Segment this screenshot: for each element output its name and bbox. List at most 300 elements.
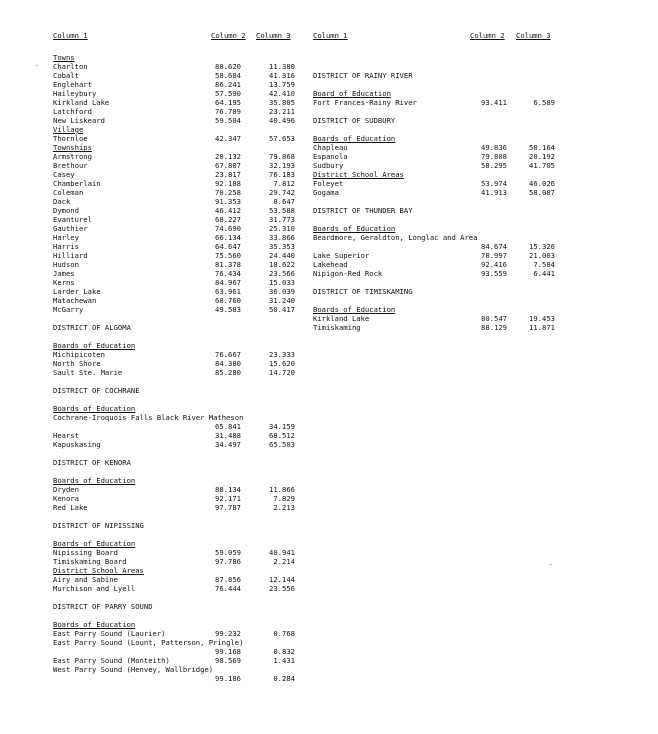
column-2-value: 46.412 [215,206,241,215]
table-row [53,260,299,269]
column-2-value: 58.295 [481,161,507,170]
column-3-value: 7.829 [273,494,295,503]
row-label: Chamberlain [53,179,101,188]
table-row [53,548,299,557]
column-2-value: 84.674 [481,242,507,251]
column-3-value: 79.868 [269,152,295,161]
section-heading-label: Village [53,125,84,134]
table-row [313,188,558,197]
column-2-value: 53.974 [481,179,507,188]
section-heading-label: Boards of Education [53,404,136,413]
column-3-value: 33.866 [269,233,295,242]
table-row [313,251,558,260]
table-row [53,269,299,278]
column-3-value: 11.380 [269,62,295,71]
row-label: Harris [53,242,79,251]
column-2-value: 66.134 [215,233,241,242]
row-label: Matachewan [53,296,97,305]
section-heading [313,305,558,314]
spacer [53,530,299,539]
row-label: Evanturel [53,215,92,224]
column-3-value: 13.759 [269,80,295,89]
column-2-value: 65.841 [215,422,241,431]
table-row [53,350,299,359]
column-3-header: Column 3 [516,31,551,40]
column-3-value: 2.214 [273,557,295,566]
row-label: Charlton [53,62,88,71]
row-label: Kapuskasing [53,440,101,449]
section-heading [313,170,558,179]
table-row [53,233,299,242]
table-row [53,188,299,197]
column-2-header: Column 2 [211,31,246,40]
row-label: Michipicoten [53,350,105,359]
column-2-value: 59.504 [215,116,241,125]
section-heading-label: Board of Education [313,89,391,98]
row-label: Harley [53,233,79,242]
spacer [313,62,558,71]
column-3-value: 53.588 [269,206,295,215]
table-row [53,485,299,494]
column-2-value: 20.132 [215,152,241,161]
column-3-value: 11.866 [269,485,295,494]
column-2-value: 34.497 [215,440,241,449]
column-2-value: 99.232 [215,629,241,638]
column-2-value: 49.836 [481,143,507,152]
section-heading [53,566,299,575]
column-2-value: 88.620 [215,62,241,71]
table-row [313,242,558,251]
table-row [313,233,558,242]
column-3-value: 7.812 [273,179,295,188]
column-2-value: 85.280 [215,368,241,377]
column-2-value: 97.786 [215,557,241,566]
column-3-value: 76.183 [269,170,295,179]
column-2-value: 99.186 [215,674,241,683]
district-heading [53,386,299,395]
column-3-value: 7.584 [533,260,555,269]
district-heading-label: DISTRICT OF COCHRANE [53,386,140,395]
column-3-value: 46.026 [529,179,555,188]
row-label: James [53,269,75,278]
section-heading-label: Boards of Education [313,305,396,314]
district-heading-label: DISTRICT OF KENORA [53,458,131,467]
row-label: Armstrong [53,152,92,161]
column-3-value: 23.211 [269,107,295,116]
table-row [53,359,299,368]
district-heading-label: DISTRICT OF SUDBURY [313,116,396,125]
table-row [53,584,299,593]
right-column [313,31,558,332]
table-row [53,647,299,656]
column-2-value: 98.569 [215,656,241,665]
section-heading [53,476,299,485]
column-3-value: 15.033 [269,278,295,287]
table-row [313,314,558,323]
column-2-value: 80.547 [481,314,507,323]
table-row [53,206,299,215]
section-heading-label: Boards of Education [53,476,136,485]
section-heading [53,341,299,350]
column-2-value: 59.059 [215,548,241,557]
right-column-header [313,31,558,40]
column-2-value: 92.171 [215,494,241,503]
table-row [313,143,558,152]
row-label: Lake Superior [313,251,370,260]
column-2-header: Column 2 [470,31,505,40]
column-2-value: 84.967 [215,278,241,287]
stray-mark: - [35,62,39,69]
column-3-value: 21.003 [529,251,555,260]
column-3-value: 6.589 [533,98,555,107]
table-row [53,224,299,233]
column-3-value: 0.768 [273,629,295,638]
row-label: Kirkland Lake [313,314,370,323]
row-label: Hilliard [53,251,88,260]
table-row [53,278,299,287]
table-row [53,575,299,584]
column-3-value: 0.284 [273,674,295,683]
table-row [53,494,299,503]
spacer [313,278,558,287]
column-2-value: 23.817 [215,170,241,179]
table-row [53,665,299,674]
column-3-value: 20.192 [529,152,555,161]
row-label: Cobalt [53,71,79,80]
row-label: Lakehead [313,260,348,269]
spacer [313,296,558,305]
table-row [53,413,299,422]
table-row [53,170,299,179]
table-row [53,80,299,89]
spacer [313,80,558,89]
row-label: Gauthier [53,224,88,233]
column-2-value: 79.808 [481,152,507,161]
section-heading [53,143,299,152]
column-1-header: Column 1 [53,31,88,40]
section-heading-label: Boards of Education [313,224,396,233]
column-2-value: 63.961 [215,287,241,296]
row-label: Sudbury [313,161,344,170]
row-label: North Shore [53,359,101,368]
district-heading [313,206,558,215]
column-2-value: 67.807 [215,161,241,170]
table-row [53,674,299,683]
section-heading [53,53,299,62]
row-label: Kenora [53,494,79,503]
table-row [53,368,299,377]
section-heading [53,125,299,134]
section-heading-label: District School Areas [53,566,144,575]
table-row [53,422,299,431]
column-3-value: 65.503 [269,440,295,449]
column-2-value: 64.647 [215,242,241,251]
column-3-value: 41.705 [529,161,555,170]
column-3-value: 31.240 [269,296,295,305]
section-heading-label: Townships [53,143,92,152]
table-row [53,629,299,638]
row-label: Foleyet [313,179,344,188]
spacer [53,467,299,476]
spacer [313,53,558,62]
column-2-value: 93.559 [481,269,507,278]
column-2-value: 49.583 [215,305,241,314]
column-2-value: 68.760 [215,296,241,305]
section-heading [53,404,299,413]
column-3-value: 34.159 [269,422,295,431]
column-3-header: Column 3 [256,31,291,40]
column-3-value: 18.622 [269,260,295,269]
district-heading [53,602,299,611]
row-label: Beardmore, Geraldton, Longlac and Area [313,233,478,242]
district-heading-label: DISTRICT OF PARRY SOUND [53,602,153,611]
district-heading-label: DISTRICT OF ALGOMA [53,323,131,332]
table-row [53,431,299,440]
section-heading-label: Towns [53,53,75,62]
table-row [53,305,299,314]
row-label: Nipissing Board [53,548,118,557]
spacer [313,107,558,116]
column-1-header: Column 1 [313,31,348,40]
spacer [53,377,299,386]
left-column-header [53,31,299,40]
row-label: Thornloe [53,134,88,143]
column-2-value: 76.667 [215,350,241,359]
column-2-value: 58.684 [215,71,241,80]
column-3-value: 15.620 [269,359,295,368]
row-label: McGarry [53,305,84,314]
row-label: Brethour [53,161,88,170]
column-3-value: 35.353 [269,242,295,251]
section-heading [53,620,299,629]
column-3-value: 0.832 [273,647,295,656]
table-row [313,152,558,161]
row-label: Cochrane-Iroquois Falls Black River Matheson [53,413,244,422]
table-row [53,62,299,71]
row-label: Airy and Sabine [53,575,118,584]
table-row [53,215,299,224]
column-2-value: 76.444 [215,584,241,593]
spacer [313,215,558,224]
column-3-value: 41.316 [269,71,295,80]
column-3-value: 42.410 [269,89,295,98]
table-row [53,161,299,170]
table-row [313,269,558,278]
row-label: Timiskaming Board [53,557,127,566]
spacer [53,314,299,323]
section-heading-label: District School Areas [313,170,404,179]
column-3-value: 25.310 [269,224,295,233]
section-heading [53,539,299,548]
row-label: Red Lake [53,503,88,512]
district-heading [313,287,558,296]
table-row [53,251,299,260]
column-3-value: 11.871 [529,323,555,332]
row-label: Fort Frances-Rainy River [313,98,417,107]
column-2-value: 97.787 [215,503,241,512]
row-label: Sault Ste. Marie [53,368,123,377]
column-3-value: 19.453 [529,314,555,323]
stray-mark: . [549,560,553,567]
table-row [53,557,299,566]
column-3-value: 50.164 [529,143,555,152]
column-3-value: 40.496 [269,116,295,125]
row-label: Dack [53,197,71,206]
row-label: Kirkland Lake [53,98,110,107]
table-row [53,98,299,107]
district-heading [53,521,299,530]
column-2-value: 75.560 [215,251,241,260]
column-3-value: 24.440 [269,251,295,260]
column-2-value: 92.416 [481,260,507,269]
table-row [313,98,558,107]
table-row [53,134,299,143]
spacer [53,512,299,521]
table-row [53,107,299,116]
section-heading-label: Boards of Education [53,539,136,548]
column-2-value: 76.434 [215,269,241,278]
column-2-value: 87.856 [215,575,241,584]
left-column [53,31,299,683]
table-row [53,89,299,98]
column-2-value: 57.590 [215,89,241,98]
row-label: Latchford [53,107,92,116]
row-label: Hudson [53,260,79,269]
row-label: Timiskaming [313,323,361,332]
column-3-value: 68.512 [269,431,295,440]
table-row [53,440,299,449]
row-label: Dryden [53,485,79,494]
column-2-value: 88.129 [481,323,507,332]
district-heading [313,116,558,125]
section-heading [313,89,558,98]
column-3-value: 29.742 [269,188,295,197]
row-label: Coleman [53,188,84,197]
section-heading [313,224,558,233]
column-2-value: 99.168 [215,647,241,656]
district-heading [313,71,558,80]
column-2-value: 76.789 [215,107,241,116]
table-row [53,638,299,647]
table-row [53,116,299,125]
column-3-value: 6.441 [533,269,555,278]
table-row [53,296,299,305]
column-3-value: 15.326 [529,242,555,251]
district-heading [53,458,299,467]
column-2-value: 93.411 [481,98,507,107]
row-label: Murchison and Lyell [53,584,136,593]
spacer [313,125,558,134]
row-label: East Parry Sound (Monteith) [53,656,170,665]
column-3-value: 23.556 [269,584,295,593]
spacer [53,593,299,602]
column-2-value: 88.134 [215,485,241,494]
column-3-value: 36.039 [269,287,295,296]
row-label: Gogama [313,188,339,197]
spacer [53,611,299,620]
district-heading-label: DISTRICT OF THUNDER BAY [313,206,413,215]
column-3-value: 31.773 [269,215,295,224]
column-3-value: 57.653 [269,134,295,143]
column-2-value: 70.258 [215,188,241,197]
column-3-value: 14.720 [269,368,295,377]
table-row [53,656,299,665]
row-label: Englehart [53,80,92,89]
column-3-value: 8.647 [273,197,295,206]
column-3-value: 23.566 [269,269,295,278]
row-label: Kerns [53,278,75,287]
district-heading [53,323,299,332]
column-3-value: 23.333 [269,350,295,359]
column-2-value: 81.378 [215,260,241,269]
table-row [313,260,558,269]
table-row [53,179,299,188]
section-heading-label: Boards of Education [53,620,136,629]
row-label: Casey [53,170,75,179]
row-label: New Liskeard [53,116,105,125]
column-3-value: 50.417 [269,305,295,314]
table-row [53,197,299,206]
row-label: East Parry Sound (Laurier) [53,629,166,638]
column-2-value: 68.227 [215,215,241,224]
column-2-value: 78.997 [481,251,507,260]
table-row [53,503,299,512]
table-row [53,287,299,296]
row-label: Espanola [313,152,348,161]
row-label: Dymond [53,206,79,215]
section-heading-label: Boards of Education [53,341,136,350]
column-3-value: 12.144 [269,575,295,584]
column-3-value: 58.087 [529,188,555,197]
row-label: Larder Lake [53,287,101,296]
column-2-value: 41.913 [481,188,507,197]
section-heading [313,134,558,143]
column-2-value: 42.347 [215,134,241,143]
table-row [313,179,558,188]
spacer [313,197,558,206]
column-2-value: 86.241 [215,80,241,89]
column-2-value: 74.690 [215,224,241,233]
table-row [53,71,299,80]
row-label: Chapleau [313,143,348,152]
table-row [313,161,558,170]
section-heading-label: Boards of Education [313,134,396,143]
spacer [53,395,299,404]
row-label: Nipigon-Red Rock [313,269,383,278]
column-2-value: 92.188 [215,179,241,188]
column-3-value: 40.941 [269,548,295,557]
row-label: West Parry Sound (Henvey, Wallbridge) [53,665,214,674]
column-3-value: 32.193 [269,161,295,170]
column-3-value: 1.431 [273,656,295,665]
row-label: Haileybury [53,89,97,98]
column-3-value: 2.213 [273,503,295,512]
district-heading-label: DISTRICT OF RAINY RIVER [313,71,413,80]
spacer [53,332,299,341]
column-2-value: 84.380 [215,359,241,368]
column-2-value: 64.195 [215,98,241,107]
column-2-value: 91.353 [215,197,241,206]
row-label: East Parry Sound (Lount, Patterson, Pringle) [53,638,244,647]
column-2-value: 31.488 [215,431,241,440]
spacer [53,449,299,458]
column-3-value: 35.805 [269,98,295,107]
district-heading-label: DISTRICT OF TIMISKAMING [313,287,413,296]
district-heading-label: DISTRICT OF NIPISSING [53,521,144,530]
row-label: Hearst [53,431,79,440]
table-row [53,242,299,251]
table-row [313,323,558,332]
